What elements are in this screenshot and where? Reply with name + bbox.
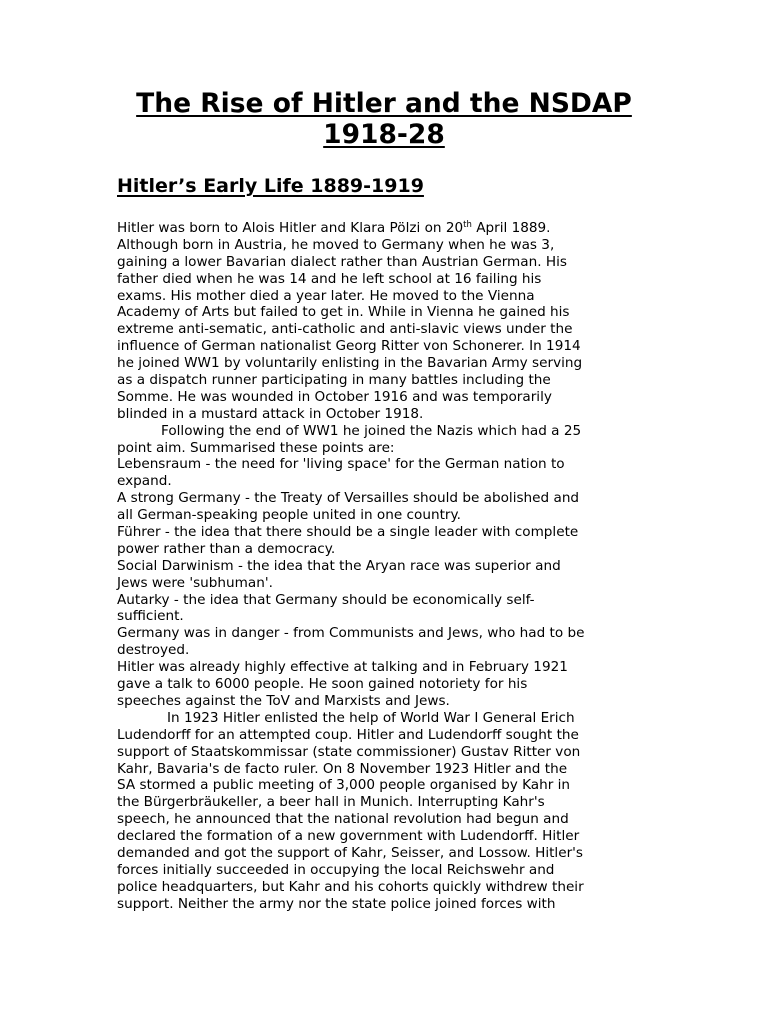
- body-line: [117, 845, 657, 862]
- body-line: [117, 676, 657, 693]
- body-line: [117, 659, 657, 676]
- body-line: [117, 288, 657, 305]
- body-line-text: expand.: [117, 473, 172, 490]
- body-line: [117, 558, 657, 575]
- body-line-text: he joined WW1 by voluntarily enlisting in the Bavarian Army serving: [117, 355, 583, 372]
- body-line-text: destroyed.: [117, 642, 190, 659]
- body-line: [117, 440, 657, 457]
- body-text: [117, 220, 657, 913]
- body-line: [117, 355, 657, 372]
- body-line: [117, 862, 657, 879]
- body-line-text: sufficient.: [117, 608, 184, 625]
- body-line-text: gaining a lower Bavarian dialect rather than Austrian German. His: [117, 253, 567, 270]
- body-line-text: Jews were 'subhuman'.: [117, 574, 273, 591]
- body-line: [117, 879, 657, 896]
- body-line: [117, 744, 657, 761]
- body-line: [117, 524, 657, 541]
- body-line-text: extreme anti-sematic, anti-catholic and anti-slavic views under the: [117, 321, 573, 338]
- body-line: [117, 473, 657, 490]
- section-heading: Hitler’s Early Life 1889-1919: [117, 175, 424, 197]
- body-line-text: Following the end of WW1 he joined the Nazis which had a 25: [161, 422, 582, 439]
- body-line: [117, 321, 657, 338]
- body-line-text: Although born in Austria, he moved to Germany when he was 3,: [117, 236, 555, 253]
- body-line: [117, 423, 657, 440]
- body-line: [117, 490, 657, 507]
- body-line-text: influence of German nationalist Georg Ritter von Schonerer. In 1914: [117, 338, 581, 355]
- body-line: [117, 727, 657, 744]
- page-title-line-2: 1918-28: [323, 119, 445, 150]
- body-line-text: exams. His mother died a year later. He moved to the Vienna: [117, 287, 535, 304]
- body-line: [117, 575, 657, 592]
- body-line-text: Autarky - the idea that Germany should be economically self-: [117, 591, 535, 608]
- body-line: [117, 777, 657, 794]
- body-line: [117, 456, 657, 473]
- body-line-text: point aim. Summarised these points are:: [117, 439, 395, 456]
- body-line-text: declared the formation of a new government with Ludendorff. Hitler: [117, 828, 580, 845]
- body-line-text: Hitler was born to Alois Hitler and Klara Pölzi on 20: [117, 220, 464, 236]
- body-line-text: as a dispatch runner participating in many battles including the: [117, 372, 551, 389]
- ordinal-superscript: th: [463, 220, 472, 230]
- body-line: [117, 608, 657, 625]
- body-line: [117, 794, 657, 811]
- body-line: [117, 237, 657, 254]
- body-line: [117, 710, 657, 727]
- body-line-text: Kahr, Bavaria's de facto ruler. On 8 November 1923 Hitler and the: [117, 760, 568, 777]
- body-line: [117, 220, 657, 237]
- body-line-text: Hitler was already highly effective at talking and in February 1921: [117, 659, 568, 676]
- body-line: [117, 693, 657, 710]
- body-line-text: police headquarters, but Kahr and his cohorts quickly withdrew their: [117, 878, 584, 895]
- body-line-text: demanded and got the support of Kahr, Seisser, and Lossow. Hitler's: [117, 844, 583, 861]
- body-line-text: In 1923 Hitler enlisted the help of World War I General Erich: [167, 709, 575, 726]
- body-line: [117, 592, 657, 609]
- body-line-text: Ludendorff for an attempted coup. Hitler and Ludendorff sought the: [117, 726, 579, 743]
- body-line-text: Lebensraum - the need for 'living space' for the German nation to: [117, 456, 565, 473]
- body-line-text: support of Staatskommissar (state commissioner) Gustav Ritter von: [117, 743, 581, 760]
- body-line-text: SA stormed a public meeting of 3,000 people organised by Kahr in: [117, 777, 571, 794]
- body-line: [117, 304, 657, 321]
- body-line: [117, 761, 657, 778]
- body-line-text: the Bürgerbräukeller, a beer hall in Munich. Interrupting Kahr's: [117, 794, 545, 811]
- body-line-text: speech, he announced that the national revolution had begun and: [117, 811, 569, 828]
- body-line-text: all German-speaking people united in one country.: [117, 507, 461, 524]
- body-line: [117, 372, 657, 389]
- body-line-tail: April 1889.: [471, 220, 551, 236]
- body-line-text: Academy of Arts but failed to get in. While in Vienna he gained his: [117, 304, 570, 321]
- body-line: [117, 338, 657, 355]
- body-line: [117, 254, 657, 271]
- body-line-text: Führer - the idea that there should be a single leader with complete: [117, 524, 579, 541]
- body-line: [117, 541, 657, 558]
- page-title: [100, 88, 668, 150]
- body-line-text: Somme. He was wounded in October 1916 and was temporarily: [117, 388, 552, 405]
- body-line: [117, 271, 657, 288]
- body-line: [117, 811, 657, 828]
- body-line-text: A strong Germany - the Treaty of Versailles should be abolished and: [117, 490, 580, 507]
- body-line-text: support. Neither the army nor the state police joined forces with: [117, 895, 556, 912]
- body-line-text: speeches against the ToV and Marxists and Jews.: [117, 692, 450, 709]
- body-line: [117, 507, 657, 524]
- body-line-text: gave a talk to 6000 people. He soon gained notoriety for his: [117, 676, 528, 693]
- body-line: [117, 389, 657, 406]
- body-line-text: power rather than a democracy.: [117, 540, 336, 557]
- body-line: [117, 896, 657, 913]
- body-line: [117, 625, 657, 642]
- body-line-text: blinded in a mustard attack in October 1918.: [117, 405, 424, 422]
- page-title-line-1: The Rise of Hitler and the NSDAP: [136, 88, 632, 119]
- body-line: [117, 642, 657, 659]
- body-line-text: Germany was in danger - from Communists and Jews, who had to be: [117, 625, 585, 642]
- body-line-text: forces initially succeeded in occupying the local Reichswehr and: [117, 861, 555, 878]
- body-line-text: father died when he was 14 and he left school at 16 failing his: [117, 270, 542, 287]
- body-line: [117, 406, 657, 423]
- body-line: [117, 828, 657, 845]
- body-line-text: Social Darwinism - the idea that the Aryan race was superior and: [117, 557, 561, 574]
